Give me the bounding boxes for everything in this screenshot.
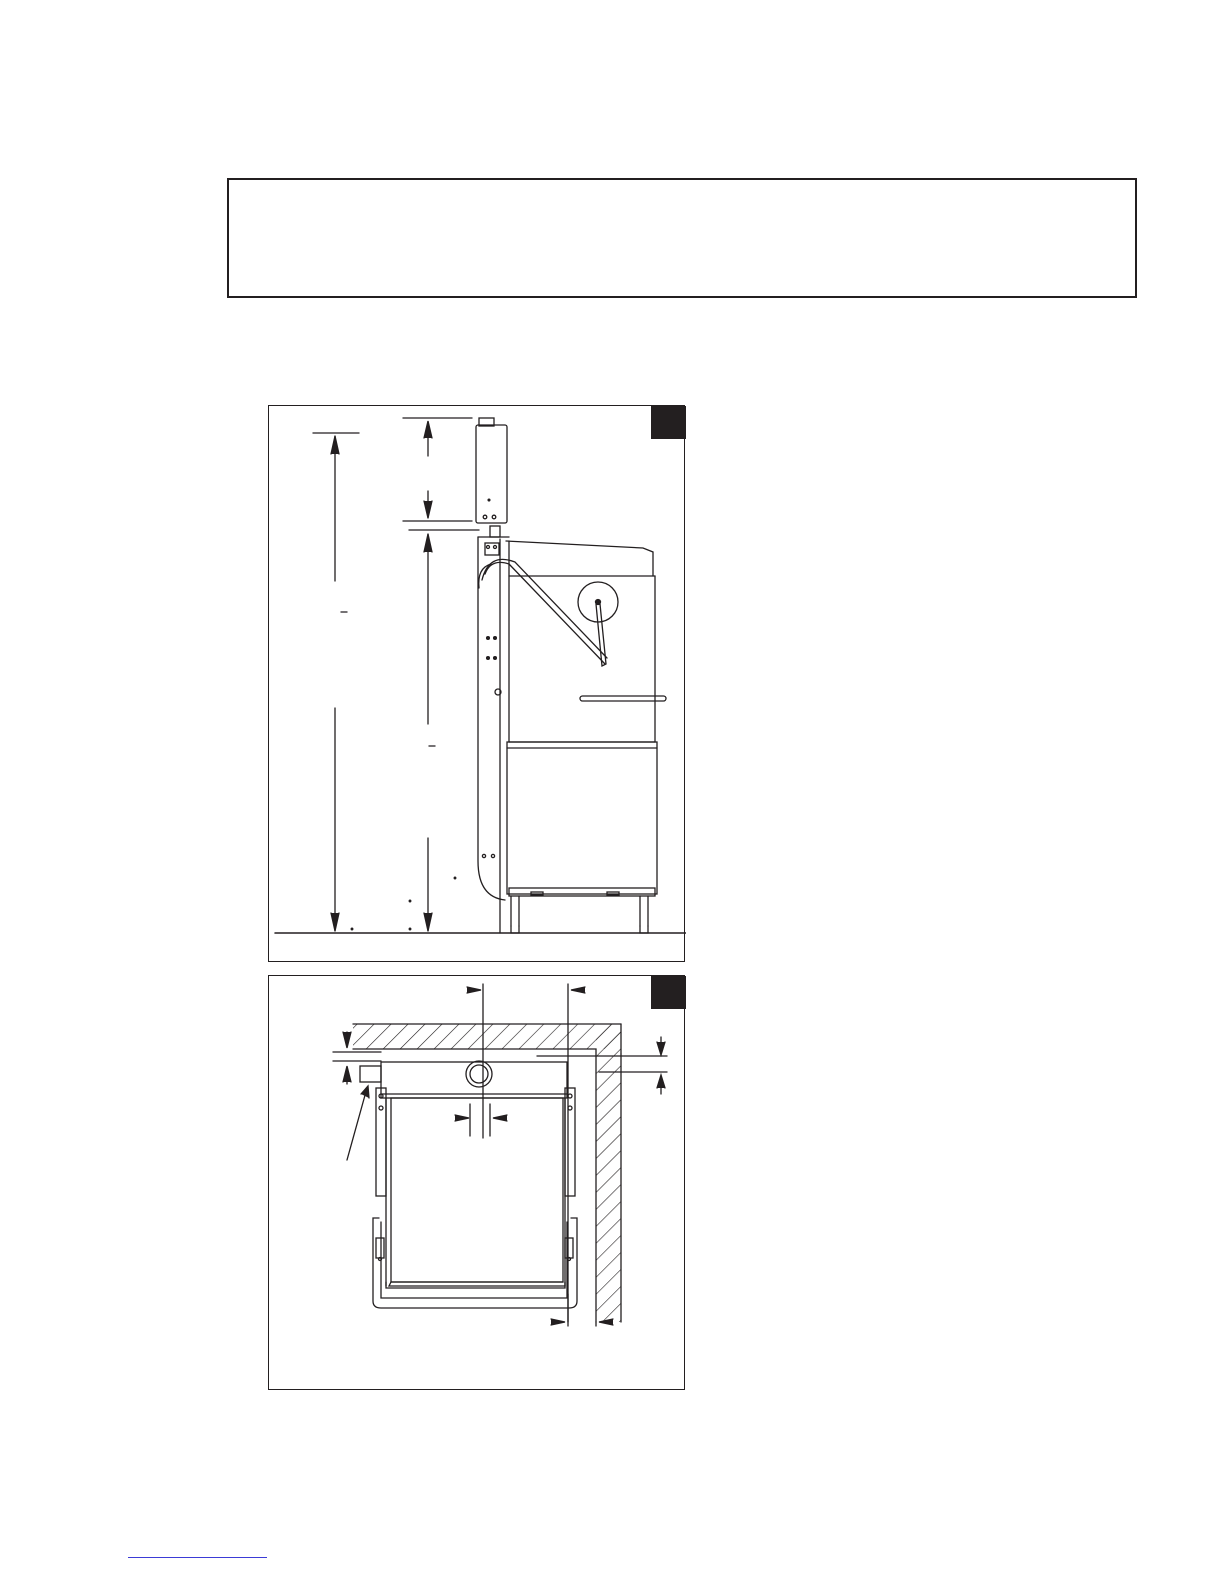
figure-tab-icon — [651, 406, 686, 439]
figure-side-elevation — [268, 405, 685, 962]
footer-link[interactable] — [128, 1557, 267, 1558]
dimension-arrow-icon — [331, 436, 339, 454]
figure-tab-icon — [651, 976, 686, 1009]
dimension-arrow-icon — [331, 913, 339, 931]
side-elevation-drawing — [269, 406, 686, 963]
plan-view-drawing — [269, 976, 686, 1391]
figure-plan-view — [268, 975, 685, 1390]
notice-box — [227, 178, 1137, 298]
